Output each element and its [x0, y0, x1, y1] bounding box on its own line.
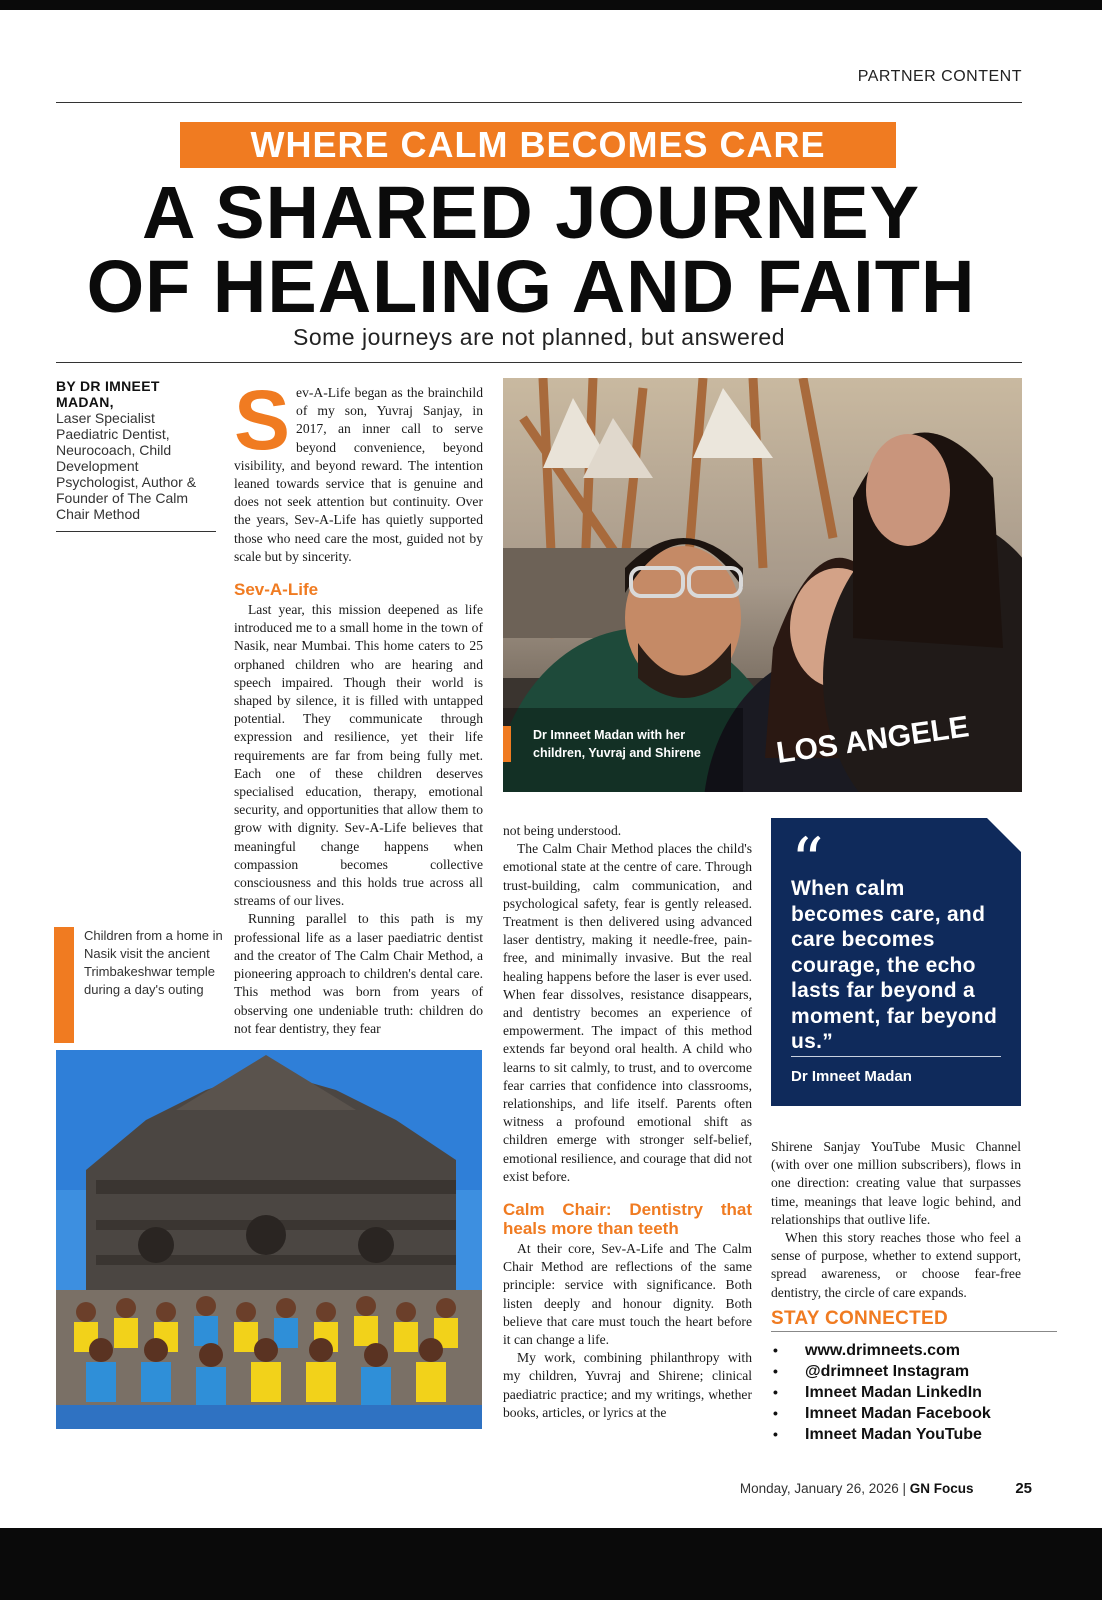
byline-divider: [56, 531, 216, 532]
footer-date: Monday, January 26, 2026: [739, 1481, 899, 1496]
article-paragraph: My work, combining philanthropy with my children, Yuvraj and Shirene; clinical paediatric practice; and my writings, whether books, articles, or lyrics at the: [503, 1350, 752, 1420]
byline: [56, 378, 216, 522]
contact-link-instagram[interactable]: • @drimneet Instagram: [773, 1363, 970, 1380]
page-number: 25: [1015, 1480, 1032, 1497]
footer-publication: GN Focus: [909, 1481, 974, 1496]
bullet-icon: •: [773, 1342, 778, 1358]
article-paragraph: not being understood.: [503, 823, 622, 838]
headline: [40, 171, 1022, 328]
shirt-text: LOS ANGELE: [774, 710, 971, 770]
pull-quote: [771, 818, 1021, 1106]
top-divider: [56, 102, 1022, 103]
article-paragraph: The Calm Chair Method places the child's emotional state at the centre of care. Through trust-building, calm communication, and psychological safety, fear is gently released. Treatment is then delivered using advanced laser dentistry, making it needle-free, pain-free, and minimally invasive. But the real healing happens before the laser is ever used. When fear dissolves, resistance disappears, and dentistry becomes an experience of empowerment. The impact of this method extends far beyond oral health. A child who learns to sit calmly, to trust, and to overcome fear carries that confidence into classrooms, relationships, and life itself. Parents often witness a profound emotional shift as children emerge with stronger self-belief, emotional resilience, and courage that did not exist before.: [503, 841, 752, 1184]
subhead-calm-chair: Calm Chair: Dentistry that heals more than teeth: [503, 1200, 752, 1239]
article-paragraph: When this story reaches those who feel a sense of purpose, whether to extend support, spread awareness, or choose fear-free dentistry, the circle of care expands.: [771, 1230, 1021, 1300]
subhead-sev-a-life: Sev-A-Life: [234, 580, 319, 600]
family-photo-caption: Dr Imneet Madan with her children, Yuvraj and Shirene: [503, 726, 713, 762]
contact-link-linkedin[interactable]: • Imneet Madan LinkedIn: [773, 1384, 982, 1401]
page-footer: [740, 1480, 1032, 1497]
pull-quote-author: Dr Imneet Madan: [791, 1068, 912, 1085]
stay-connected-heading: STAY CONNECTED: [771, 1308, 948, 1329]
headline-divider: [56, 362, 1022, 363]
kicker-banner: WHERE CALM BECOMES CARE: [180, 122, 896, 168]
bullet-icon: •: [773, 1384, 778, 1400]
bullet-icon: •: [773, 1426, 778, 1442]
headline-line-1: A SHARED JOURNEY: [141, 171, 921, 254]
bullet-icon: •: [773, 1405, 778, 1421]
byline-author: BY DR IMNEET MADAN,: [56, 378, 160, 410]
section-label: PARTNER CONTENT: [857, 68, 1022, 85]
magazine-page: [0, 10, 1102, 1528]
temple-photo: [56, 1050, 482, 1429]
article-paragraph: At their core, Sev-A-Life and The Calm Chair Method are reflections of the same principle: service with significance. Both listen deeply and honour dignity. Both believe that care must touch the heart before it can change a life.: [503, 1241, 752, 1348]
drop-cap: S: [234, 373, 291, 467]
standfirst: Some journeys are not planned, but answered: [292, 324, 786, 350]
article-paragraph: Last year, this mission deepened as life introduced me to a small home in the town of Nasik, near Mumbai. This home caters to 25 orphaned children who are hearing and speech impaired. Though their world is shaped by silence, it is filled with untapped potential. They communicate through expression and resilience, yet their life requirements are far from being fully met. Each one of these children deserves specialised education, therapy, emotional security, and opportunities that allow them to grow with dignity. Sev-A-Life believes that meaningful change happens when compassion becomes collective consciousness and this holds true across all streams of our lives.: [234, 602, 483, 909]
article-paragraph: Shirene Sanjay YouTube Music Channel (with over one million subscribers), flows in one direction: creating value that surpasses time, meanings that leave logic behind, and relationships that outlive life.: [771, 1139, 1021, 1227]
contact-link-website[interactable]: • www.drimneets.com: [773, 1342, 960, 1359]
article-paragraph: Sev-A-Life began as the brainchild of my son, Yuvraj Sanjay, in 2017, an inner call to serve beyond convenience, beyond visibility, and beyond reward. The intention leaned towards service that is genuine and does not seek attention but continuity. Over the years, Sev-A-Life has quietly supported those who need care the most, guided not by scale but by sincerity.: [234, 373, 483, 564]
article-paragraph: Running parallel to this path is my professional life as a laser paediatric dentist and the creator of The Calm Chair Method, a pioneering approach to children's dental care. This method was born from years of observing one undeniable truth: children do not fear dentistry, they fear: [234, 911, 483, 1036]
contact-link-youtube[interactable]: • Imneet Madan YouTube: [773, 1426, 982, 1443]
headline-line-2: OF HEALING AND FAITH: [86, 245, 976, 328]
bullet-icon: •: [773, 1363, 778, 1379]
footer-separator: |: [902, 1481, 907, 1496]
pull-quote-text: When calm becomes care, and care becomes courage, the echo lasts far beyond a moment, far beyond us.”: [791, 877, 998, 1053]
contact-links: [771, 1340, 991, 1445]
byline-role: Laser Specialist Paediatric Dentist, Neurocoach, Child Development Psychologist, Author & Founder of The Calm Chair Method: [56, 410, 197, 522]
temple-photo-caption: Children from a home in Nasik visit the ancient Trimbakeshwar temple during a day's outing: [54, 927, 234, 1043]
article-column-1: [234, 373, 483, 1038]
pull-quote-divider: [791, 1056, 1001, 1057]
contact-link-facebook[interactable]: • Imneet Madan Facebook: [773, 1405, 991, 1422]
quote-mark-icon: “: [791, 825, 824, 899]
article-column-3: [771, 1138, 1021, 1302]
temple-photo-illustration: [56, 1050, 482, 1429]
stay-connected-divider: [771, 1331, 1057, 1332]
article-column-2: [503, 822, 752, 1422]
page-fold-corner: [987, 818, 1021, 852]
